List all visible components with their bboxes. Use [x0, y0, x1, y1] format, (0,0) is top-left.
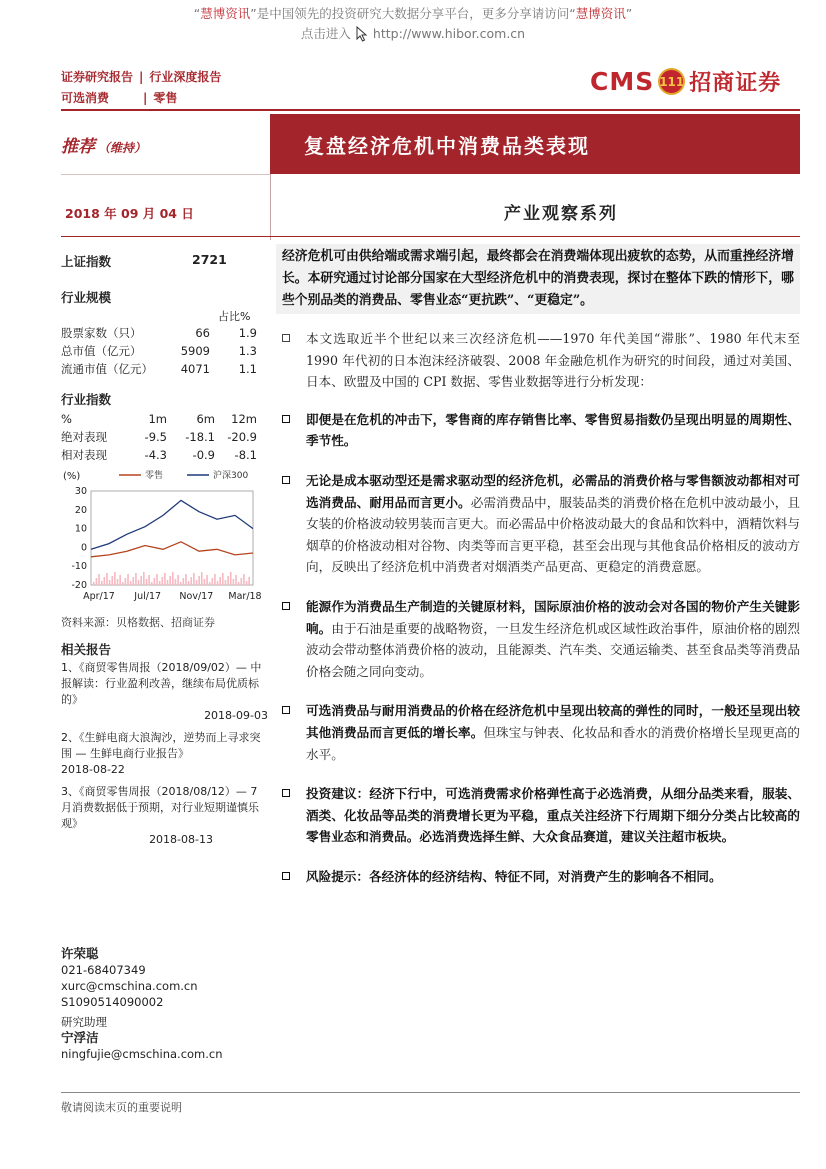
y-tick-label: 20: [74, 504, 87, 516]
bullet-item: [282, 783, 800, 848]
bullet-bold: 风险提示：各经济体的经济结构、特征不同，对消费产生的影响各不相同。: [306, 868, 722, 884]
volume-bar: [222, 573, 224, 585]
cell: -4.3: [144, 448, 167, 462]
series-title: 产业观察系列: [504, 204, 618, 224]
volume-bar: [185, 574, 187, 585]
volume-bar: [172, 572, 174, 585]
index-chart: [61, 465, 266, 605]
volume-bar: [169, 576, 171, 585]
volume-bar: [183, 578, 185, 585]
row-label: 绝对表现: [61, 430, 107, 444]
bullet-square-icon: [282, 789, 290, 797]
volume-bar: [154, 578, 156, 585]
cell: -8.1: [234, 448, 257, 462]
y-tick-label: -20: [71, 580, 87, 591]
volume-bar: [212, 578, 214, 585]
row-value: 5909: [180, 344, 210, 358]
bullet-square-icon: [282, 872, 290, 880]
summary-text: 经济危机可由供给端或需求端引起，最终都会在消费端体现出疲软的态势，从而重挫经济增长。本研究通过讨论部分国家在大型经济危机中的消费表现，探讨在整体下跌的情形下，哪些个别品类的消费品、零售业态“更抗跌”、“更稳定”。: [282, 249, 794, 308]
col-header: 6m: [196, 412, 215, 426]
banner-url-link[interactable]: http://www.hibor.com.cn: [372, 26, 526, 41]
rating-sub: （维持）: [98, 141, 147, 155]
volume-bar: [117, 579, 119, 585]
index-label: 上证指数: [61, 254, 112, 269]
author-phone: 021-68407349: [61, 963, 146, 977]
footer-divider: [61, 1092, 800, 1093]
volume-bar: [151, 582, 153, 585]
x-tick-label: Mar/18: [228, 591, 262, 602]
scale-table: [61, 324, 266, 378]
title-bar: [270, 114, 800, 174]
row-label: 股票家数（只）: [61, 326, 142, 340]
volume-bar: [204, 579, 206, 585]
volume-bar: [206, 575, 208, 585]
index-value: 2721: [192, 252, 227, 267]
volume-bar: [177, 575, 179, 585]
series-line: [91, 542, 253, 557]
row-share: 1.1: [238, 362, 257, 376]
author-license: S1090514090002: [61, 995, 164, 1009]
row-value: 4071: [180, 362, 210, 376]
header-divider: [61, 109, 800, 111]
legend-label: 沪深300: [213, 471, 249, 481]
cms-logo: [590, 66, 781, 97]
tag-sector: 可选消费: [61, 91, 110, 105]
bullet-item: [282, 596, 800, 682]
author-email[interactable]: xurc@cmschina.com.cn: [61, 979, 198, 993]
top-banner: [0, 4, 826, 44]
volume-bar: [243, 574, 245, 585]
bullet-square-icon: [282, 602, 290, 610]
report-title: 复盘经济危机中消费品类表现: [304, 133, 590, 158]
divider-vertical: [270, 174, 271, 240]
y-tick-label: 10: [74, 523, 87, 535]
divider-main: [61, 236, 800, 237]
volume-bar: [130, 581, 132, 585]
volume-bar: [175, 579, 177, 585]
x-tick-label: Jul/17: [134, 591, 162, 602]
bullet-bold: 可选消费品与耐用消费品的价格在经济危机中呈现出较高的弹性的同时，一般还呈现出较其他消费品而言更低的增长率。: [306, 703, 800, 740]
cell: -20.9: [227, 430, 257, 444]
bullet-square-icon: [282, 706, 290, 714]
related-title[interactable]: 2、《生鲜电商大浪淘沙，逆势而上寻求突围 — 生鲜电商行业报告》: [61, 731, 261, 760]
volume-bar: [240, 578, 242, 585]
volume-bar: [235, 575, 237, 585]
volume-bar: [109, 580, 111, 585]
volume-bar: [219, 577, 221, 585]
volume-bar: [140, 576, 142, 585]
volume-bar: [138, 580, 140, 585]
volume-bar: [164, 573, 166, 585]
volume-bar: [198, 576, 200, 585]
volume-bar: [146, 579, 148, 585]
volume-bar: [135, 573, 137, 585]
source-note: 资料来源：贝格数据、招商证券: [61, 616, 215, 629]
bullet-bold: 即便是在危机的冲击下，零售商的库存销售比率、零售贸易指数仍呈现出明显的周期性、季节性。: [306, 411, 800, 449]
rating-main: 推荐: [61, 137, 95, 157]
volume-bar: [122, 582, 124, 585]
bullet-item: [282, 470, 800, 578]
col-header: %: [61, 412, 72, 426]
logo-badge-icon: 111: [658, 68, 685, 95]
row-share: 1.9: [238, 326, 257, 340]
table-row: [61, 446, 266, 464]
banner-quote: “: [193, 6, 201, 21]
volume-bar: [217, 581, 219, 585]
volume-bar: [104, 577, 106, 585]
report-date: 2018 年 09 月 04 日: [65, 206, 194, 221]
bullet-bold: 投资建议：经济下行中，可选消费需求价格弹性高于必选消费，从细分品类来看，服装、酒类、化妆品等品类的消费增长更为平稳，重点关注经济下行周期下细分分类占比较高的零售业态和消费品。必选消费选择生鲜、大众食品赛道，建议关注超市板块。: [306, 786, 800, 845]
volume-bar: [111, 576, 113, 585]
volume-bar: [148, 575, 150, 585]
volume-bar: [127, 574, 129, 585]
volume-bar: [96, 578, 98, 585]
col-header: 12m: [231, 412, 257, 426]
bullet-bold: 无论是成本驱动型还是需求驱动型的经济危机，必需品的消费价格与零售额波动都相对可选消费品、耐用品而言更小。: [306, 472, 800, 510]
y-tick-label: -10: [71, 561, 87, 573]
bullet-item: [282, 328, 800, 393]
y-tick-label: 30: [74, 486, 87, 497]
related-list: [61, 660, 268, 848]
bullet-square-icon: [282, 476, 290, 484]
series-line: [91, 500, 253, 549]
volume-bar: [98, 574, 100, 585]
cell: -0.9: [192, 448, 215, 462]
bullet-item: [282, 866, 800, 888]
cell: -9.5: [144, 430, 167, 444]
author-name: 许荣聪: [61, 946, 99, 961]
tag-report-subtype: 行业深度报告: [149, 70, 222, 84]
related-date: 2018-08-13: [149, 833, 213, 846]
assistant-role: 研究助理: [61, 1015, 107, 1029]
x-tick-label: Nov/17: [179, 591, 214, 602]
assistant-name: 宁浮洁: [61, 1030, 99, 1045]
row-value: 66: [195, 326, 210, 340]
cell: -18.1: [185, 430, 215, 444]
banner-text: ”是中国领先的投资研究大数据分享平台，更多分享请访问“: [250, 6, 576, 21]
y-tick-label: 0: [80, 542, 87, 554]
volume-bar: [209, 582, 211, 585]
rating: [61, 132, 146, 157]
bullet-item: [282, 409, 800, 452]
volume-bar: [214, 574, 216, 585]
volume-bar: [161, 577, 163, 585]
x-tick-label: Apr/17: [83, 591, 115, 602]
row-label: 相对表现: [61, 448, 107, 462]
bullet-text: 但珠宝与钟表、化妆品和香水的消费价格增长呈现更高的水平。: [306, 724, 801, 762]
volume-bar: [101, 581, 103, 585]
bullet-bold: 能源作为消费品生产制造的关键原材料，国际原油价格的波动会对各国的物价产生关键影响。: [306, 598, 800, 636]
assistant-email[interactable]: ningfujie@cmschina.com.cn: [61, 1047, 223, 1061]
tag-separator-2: |: [143, 91, 148, 105]
bullet-text: 本文选取近半个世纪以来三次经济危机——1970 年代美国“滞胀”、1980 年代末至 1990 年代初的日本泡沫经济破裂、2008 年金融危机作为研究的时间段，通过对美国、日本、欧盟及中国的 CPI 数据、零售业数据等进行分析发现：: [306, 331, 800, 390]
volume-bar: [196, 580, 198, 585]
scale-col-header: 占比%: [218, 310, 251, 323]
banner-line2: [0, 24, 826, 44]
tag-report-type: 证券研究报告: [61, 70, 134, 84]
list-item[interactable]: [61, 660, 268, 724]
list-item[interactable]: [61, 730, 268, 778]
list-item[interactable]: [61, 784, 268, 832]
related-date: 2018-08-22: [61, 763, 125, 776]
tag-separator: |: [139, 70, 144, 84]
volume-bar: [238, 582, 240, 585]
plot-frame: [91, 491, 253, 585]
bullet-text: 必需消费品中，服装品类的消费价格在危机中波动最小，且女装的价格波动较男装而言更大。而必需品中价格波动最大的食品和饮料中，酒精饮料与烟草的价格波动相对谷物、肉类等而言更平稳，甚至会出现与其他食品价格相反的波动方向，反映出了经济危机中消费者对烟酒类产品更高、更稳定的消费意愿。: [306, 494, 801, 575]
volume-bar: [119, 575, 121, 585]
scale-heading: 行业规模: [61, 290, 112, 305]
row-share: 1.3: [238, 344, 257, 358]
volume-bar: [230, 572, 232, 585]
banner-quote-end: ”: [625, 6, 633, 21]
logo-cn: 招商证券: [689, 71, 782, 96]
volume-bar: [159, 581, 161, 585]
volume-bar: [143, 572, 145, 585]
related-title[interactable]: 1、《商贸零售周报（2018/09/02）— 中报解读：行业盈利改善，继续布局优质标的》: [61, 661, 262, 706]
volume-bar: [201, 572, 203, 585]
cursor-icon: [355, 26, 369, 42]
table-row: [61, 342, 266, 360]
banner-brand-2[interactable]: 慧博资讯: [575, 6, 626, 21]
header-tags: [61, 67, 221, 109]
banner-brand[interactable]: 慧博资讯: [200, 6, 251, 21]
perf-table: [61, 410, 266, 464]
bullet-item: [282, 700, 800, 765]
volume-bar: [106, 573, 108, 585]
volume-bar: [248, 577, 250, 585]
banner-line1: [0, 4, 826, 24]
volume-bar: [233, 579, 235, 585]
volume-bar: [190, 577, 192, 585]
bullet-square-icon: [282, 415, 290, 423]
table-row: [61, 360, 266, 378]
volume-bar: [227, 576, 229, 585]
table-header-row: [61, 410, 266, 428]
volume-bar: [156, 574, 158, 585]
divider-left: [61, 174, 270, 175]
volume-bar: [114, 572, 116, 585]
tag-subsector: 零售: [153, 91, 178, 105]
banner-enter-label[interactable]: 点击进入: [300, 26, 351, 41]
row-label: 总市值（亿元）: [61, 344, 142, 358]
volume-bar: [188, 581, 190, 585]
volume-bar: [167, 580, 169, 585]
footer-note: 敬请阅读末页的重要说明: [61, 1101, 182, 1114]
y-axis-label: (%): [63, 471, 81, 482]
table-row: [61, 428, 266, 446]
volume-bar: [125, 578, 127, 585]
related-date: 2018-09-03: [204, 709, 268, 722]
perf-heading: 行业指数: [61, 392, 112, 407]
bullet-text: 由于石油是重要的战略物资，一旦发生经济危机或区域性政治事件，原油价格的剧烈波动会带动整体消费价格的波动，且能源类、汽车类、交通运输类、甚至食品类等消费品价格会随之同向变动。: [306, 620, 801, 679]
volume-bar: [180, 582, 182, 585]
volume-bar: [93, 582, 95, 585]
author-block: [61, 946, 223, 1062]
volume-bar: [193, 573, 195, 585]
col-header: 1m: [148, 412, 167, 426]
volume-bar: [225, 580, 227, 585]
bullet-square-icon: [282, 334, 290, 342]
legend-label: 零售: [145, 471, 164, 481]
row-label: 流通市值（亿元）: [61, 362, 153, 376]
related-heading: 相关报告: [61, 642, 112, 657]
index-row: [61, 252, 266, 270]
related-title[interactable]: 3、《商贸零售周报（2018/08/12）— 7月消费数据低于预期，对行业短期谨慎乐观》: [61, 785, 259, 830]
volume-bar: [246, 581, 248, 585]
bullet-list: [282, 328, 800, 887]
volume-bar: [133, 577, 135, 585]
logo-en: CMS: [590, 67, 655, 96]
table-row: [61, 324, 266, 342]
